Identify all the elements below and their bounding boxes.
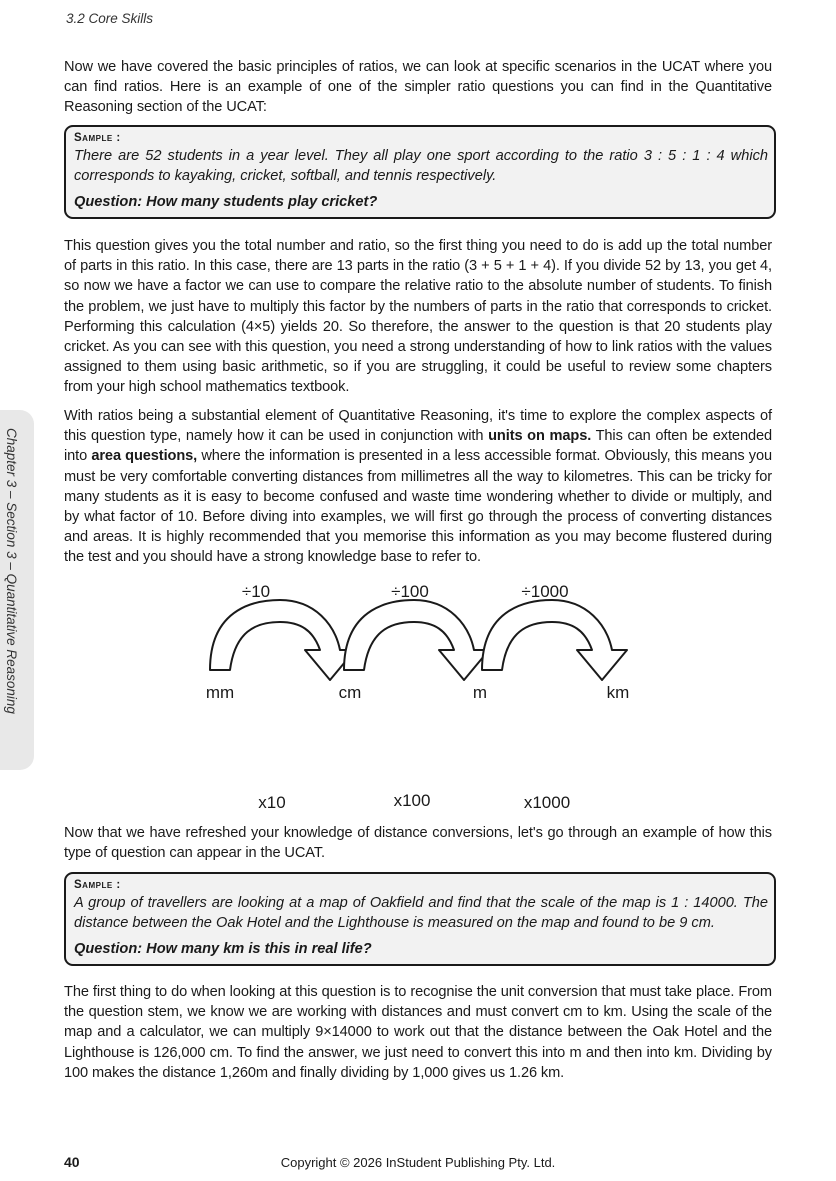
unit-label-mm: mm xyxy=(205,683,235,702)
unit-label-m: m xyxy=(472,683,488,702)
divide-arrow-2 xyxy=(344,600,489,680)
divide-label-2: ÷100 xyxy=(391,582,429,601)
unit-label-cm: cm xyxy=(338,683,362,702)
copyright-notice: Copyright © 2026 InStudent Publishing Pty. Ltd. xyxy=(280,1155,556,1170)
page-number: 40 xyxy=(64,1154,80,1170)
sample-text: A group of travellers are looking at a map of Oakfield and find that the scale of the map is 1 : 14000. The distance between the Oak Hotel and the Lighthouse is measured on the map and found to be 9 cm. xyxy=(74,895,768,932)
unit-label-km: km xyxy=(606,683,630,702)
multiply-label-1: x10 xyxy=(258,793,286,812)
sample-box-ratio xyxy=(64,125,776,219)
sample-question: Question: How many km is this in real life? xyxy=(74,941,372,958)
unit-conversion-diagram xyxy=(0,570,836,820)
sample-question: Question: How many students play cricket? xyxy=(74,194,378,211)
divide-arrow-1 xyxy=(210,600,355,680)
conversion-followup-paragraph: Now that we have refreshed your knowledge of distance conversions, let's go through an example of how this type of question can appear in the UCAT. xyxy=(64,825,772,862)
ratio-explanation-paragraph: This question gives you the total number and ratio, so the first thing you need to do is add up the total number of parts in this ratio. In this case, there are 13 parts in the ratio (3 + 5 + 1 + 4). If you divide 52 by 13, you get 4, so now we have a factor we can use to compare the relative ratio to the absolute number of students. To finish the problem, we just have to multiply this factor by the numbers of parts in the ratio that corresponds to cricket. Performing this calculation (4×5) yields 20. So therefore, the answer to the question is that 20 students play cricket. As you can see with this question, you need a strong understanding of how to link ratios with the values assigned to them using basic arithmetic, so if you are struggling, it could be useful to review some chapters from your high school mathematics textbook. xyxy=(64,238,772,396)
bold-area-questions: area questions, xyxy=(91,448,198,465)
maps-intro-paragraph: With ratios being a substantial element of Quantitative Reasoning, it's time to explore the complex aspects of this question type, namely how it can be used in conjunction with units on maps. This can often be extended into area questions, where the information is presented in a less accessible format. Obviously, this means you must be very comfortable converting distances from millimetres all the way to kilometres. This can be tricky for many students as it is easy to become confused and waste time wondering whether to divide or multiply, and by what factor of 10. Before diving into examples, we will first go through the process of converting distances and areas. It is highly recommended that you memorise this information as you may become flustered during the test and you should have a strong knowledge base to refer to. xyxy=(64,408,773,566)
bold-units-on-maps: units on maps. xyxy=(488,428,592,445)
sample-label: Sample : xyxy=(74,879,121,891)
divide-arrow-3 xyxy=(482,600,627,680)
sample-box-map-scale xyxy=(64,872,776,966)
map-solution-paragraph: The first thing to do when looking at this question is to recognise the unit conversion that must take place. From the question stem, we know we are working with distances and must convert cm to km. Using the scale of the map and a calculator, we can multiply 9×14000 to work out that the distance between the Oak Hotel and the Lighthouse is 126,000 cm. To find the answer, we just need to convert this into m and then into km. Dividing by 100 makes the distance 1,260m and finally dividing by 1,000 gives us 1.26 km. xyxy=(64,984,772,1081)
sample-label: Sample : xyxy=(74,132,121,144)
divide-label-3: ÷1000 xyxy=(521,582,569,601)
multiply-label-3: x1000 xyxy=(523,793,571,812)
chapter-side-tab-label: Chapter 3 – Section 3 – Quantitative Reasoning xyxy=(4,428,19,714)
running-header: 3.2 Core Skills xyxy=(66,11,154,26)
divide-label-1: ÷10 xyxy=(241,582,271,601)
multiply-label-2: x100 xyxy=(393,791,431,810)
sample-text: There are 52 students in a year level. They all play one sport according to the ratio 3 : 5 : 1 : 4 which corresponds to kayaking, cricket, softball, and tennis respectively. xyxy=(74,148,768,185)
intro-paragraph: Now we have covered the basic principles of ratios, we can look at specific scenarios in the UCAT where you can find ratios. Here is an example of one of the simpler ratio questions you can find in the Quantitative Reasoning section of the UCAT: xyxy=(64,59,772,116)
